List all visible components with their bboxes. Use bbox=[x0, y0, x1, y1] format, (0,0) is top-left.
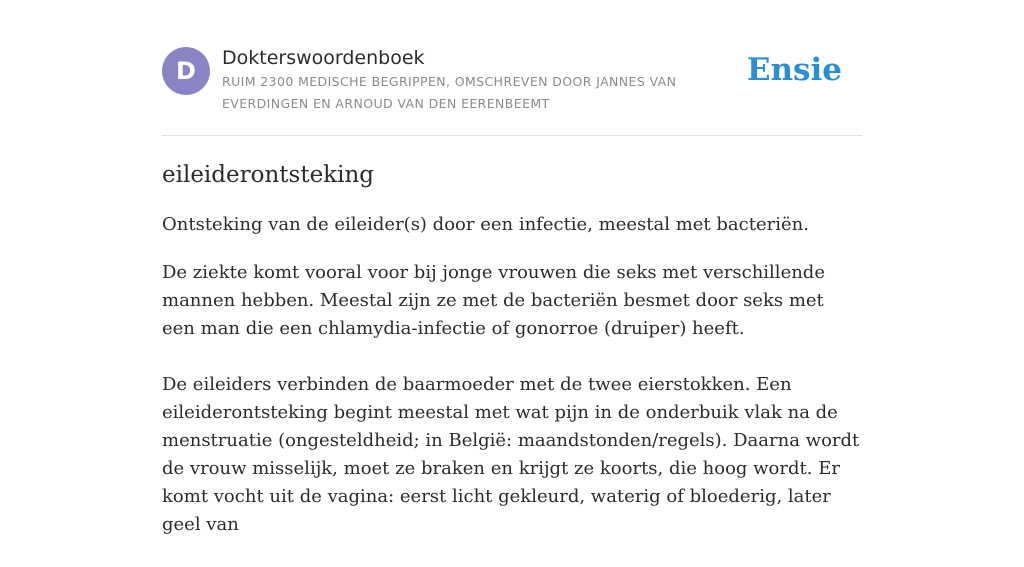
entry-body bbox=[162, 259, 862, 567]
ensie-logo[interactable]: Ensie bbox=[746, 52, 842, 88]
page bbox=[162, 0, 862, 535]
entry-term: eileiderontsteking bbox=[162, 162, 375, 188]
source-title[interactable]: Dokterswoordenboek bbox=[222, 47, 425, 69]
body-paragraph: De ziekte komt vooral voor bij jonge vrouwen die seks met verschillende mannen hebben. Meestal zijn ze met de bacteriën besmet door seks met een man die een chlamydia-infectie of gonorroe (druiper) heeft. bbox=[162, 262, 825, 339]
source-info bbox=[222, 46, 722, 115]
source-avatar[interactable] bbox=[162, 47, 210, 95]
source-header bbox=[162, 0, 862, 136]
entry-definition: Ontsteking van de eileider(s) door een infectie, meestal met bacteriën. bbox=[162, 214, 809, 235]
avatar-letter: D bbox=[176, 57, 196, 85]
source-subtitle: RUIM 2300 MEDISCHE BEGRIPPEN, OMSCHREVEN DOOR JANNES VAN EVERDINGEN EN ARNOUD VAN DEN EERENBEEMT bbox=[222, 74, 677, 111]
body-paragraph: De eileiders verbinden de baarmoeder met de twee eierstokken. Een eileiderontsteking begint meestal met wat pijn in de onderbuik vlak na de menstruatie (ongesteldheid; in België: maandstonden/regels). Daarna wordt de vrouw misselijk, moet ze braken en krijgt ze koorts, die hoog wordt. Er komt vocht uit de vagina: eerst licht gekleurd, waterig of bloederig, later geel van bbox=[162, 374, 860, 535]
